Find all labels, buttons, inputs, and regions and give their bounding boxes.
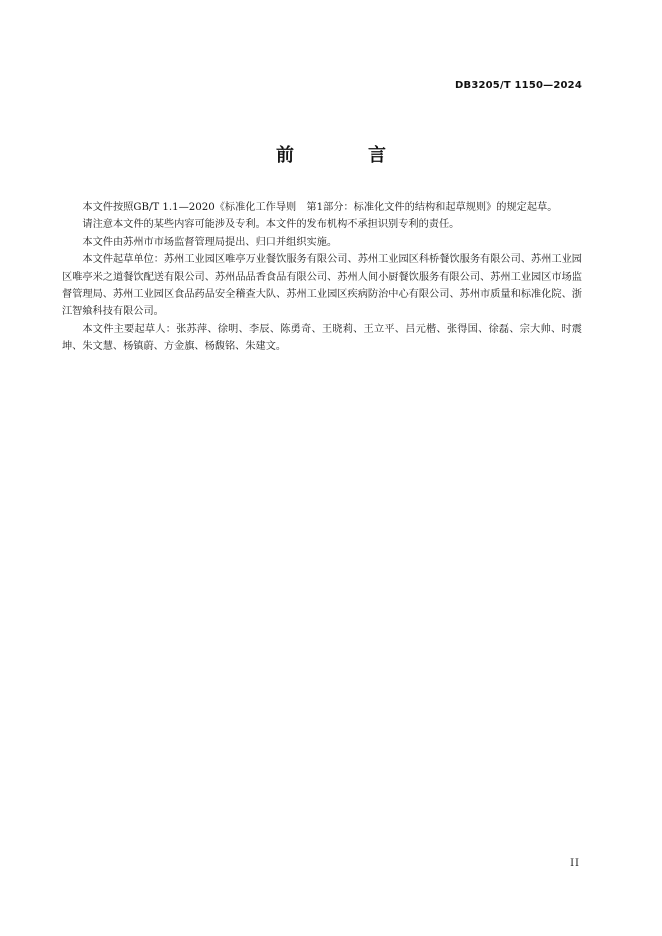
page-title: 前 言 <box>276 145 414 166</box>
preface-body <box>62 199 582 356</box>
paragraph-drafting-units: 本文件起草单位：苏州工业园区唯亭万业餐饮服务有限公司、苏州工业园区科桥餐饮服务有限公司、苏州工业园区唯亭米之道餐饮配送有限公司、苏州品品香食品有限公司、苏州人间小厨餐饮服务有限公司、苏州工业园区市场监督管理局、苏州工业园区食品药品安全稽查大队、苏州工业园区疾病防治中心有限公司、苏州市质量和标准化院、浙江智飨科技有限公司。 <box>62 254 582 318</box>
paragraph-proposer: 本文件由苏州市市场监督管理局提出、归口并组织实施。 <box>82 236 338 248</box>
paragraph-drafters: 本文件主要起草人：张苏萍、徐明、李辰、陈勇奇、王晓莉、王立平、吕元楷、张得国、徐磊、宗大帅、时震坤、朱文慧、杨镇蔚、方金旗、杨馥铭、朱建文。 <box>62 323 582 353</box>
document-code: DB3205/T 1150—2024 <box>455 80 582 91</box>
paragraph-drafting-rules: 本文件按照GB/T 1.1—2020《标准化工作导则 第1部分：标准化文件的结构和起草规则》的规定起草。 <box>82 202 558 213</box>
page-number: II <box>570 858 580 869</box>
paragraph-patent-notice: 请注意本文件的某些内容可能涉及专利。本文件的发布机构不承担识别专利的责任。 <box>82 219 460 231</box>
